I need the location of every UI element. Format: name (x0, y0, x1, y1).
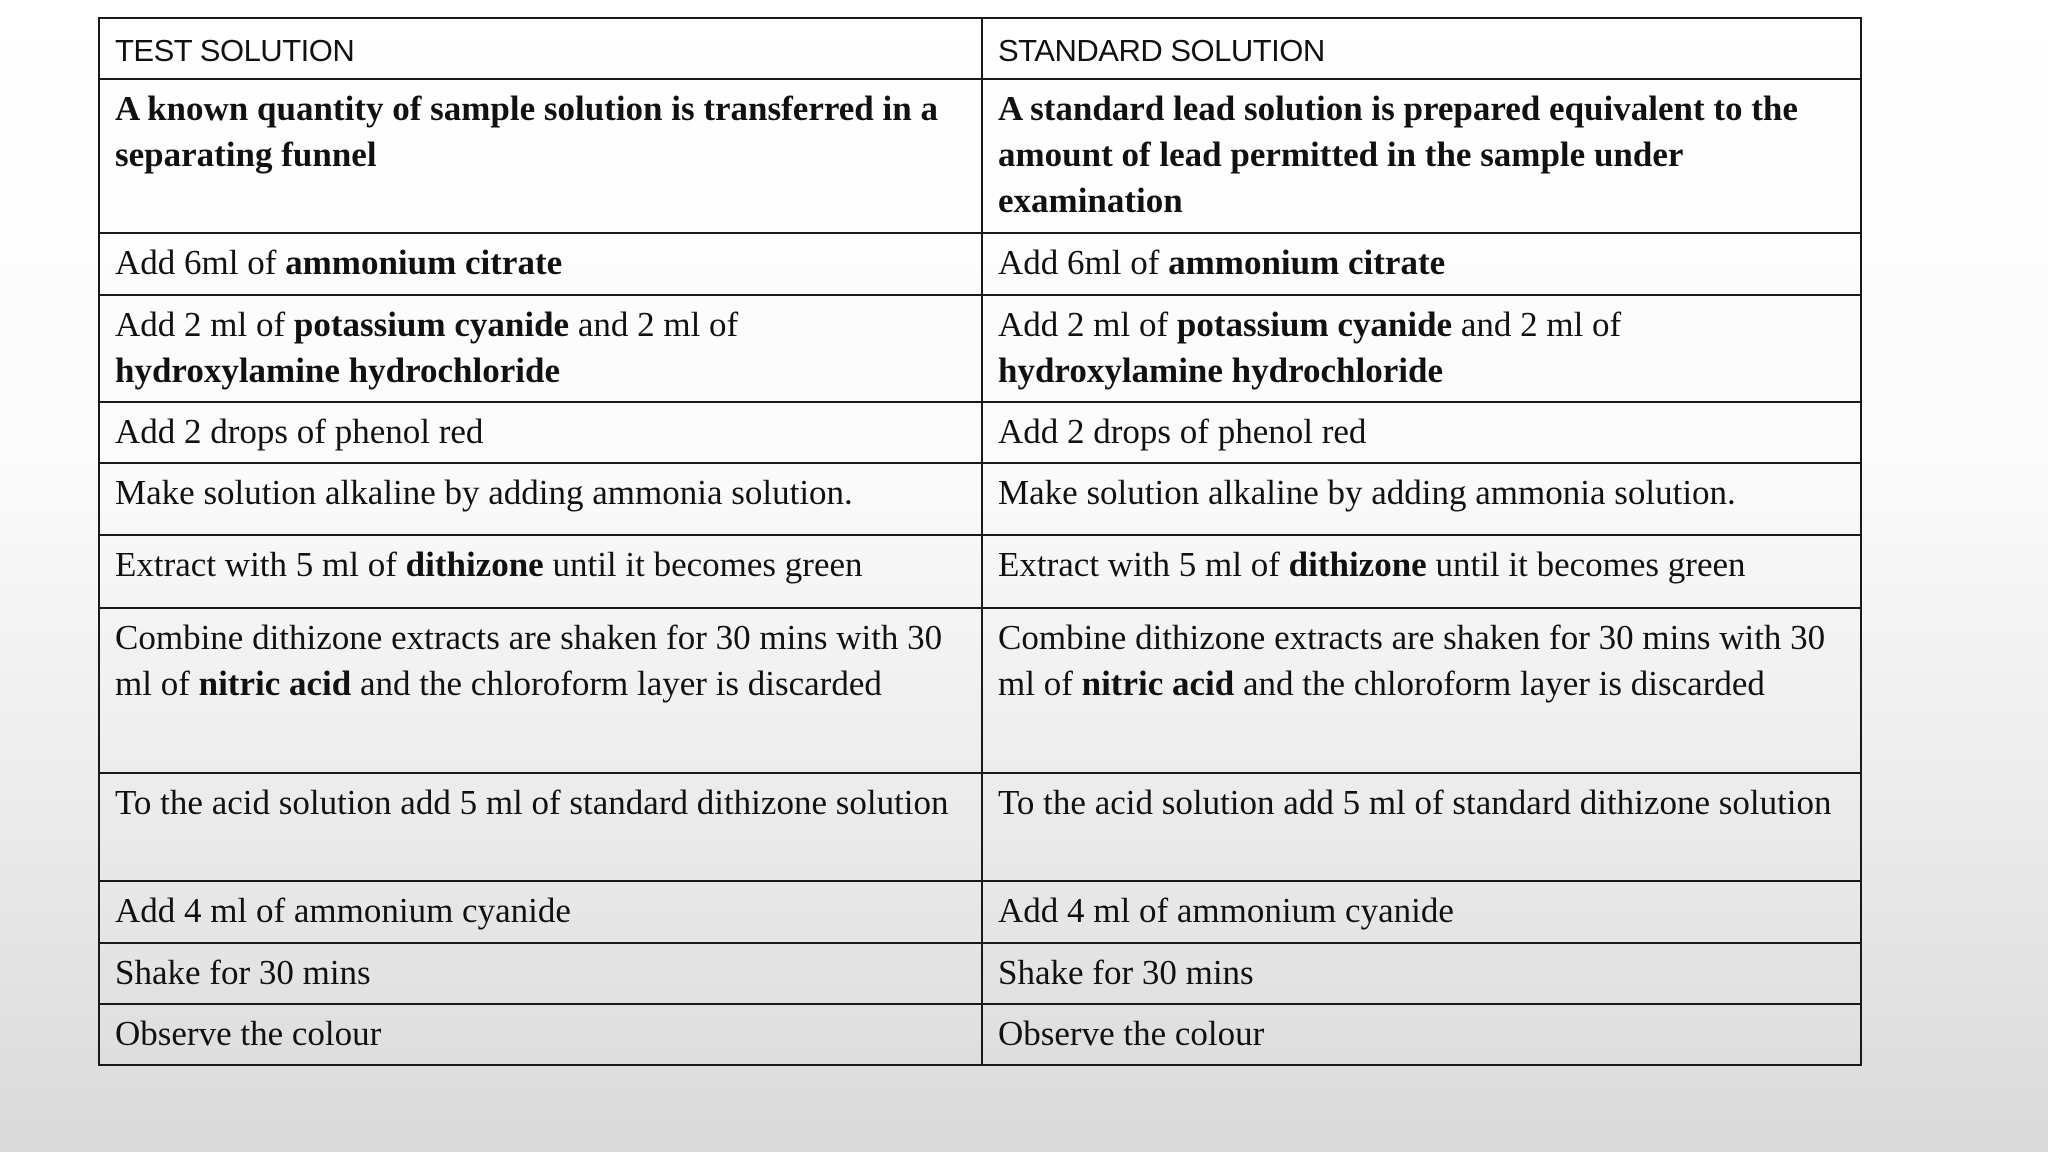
text: Add 6ml of (115, 243, 286, 282)
text: Shake for 30 mins (115, 953, 371, 992)
test-solution-step (99, 608, 982, 773)
bold-text: potassium cyanide (1176, 305, 1453, 344)
table-row (99, 535, 1861, 608)
bold-text: nitric acid (1081, 664, 1235, 703)
text: Combine dithizone extracts are shaken for 30 mins with 30 ml of (115, 618, 943, 703)
test-solution-step (99, 773, 982, 881)
test-solution-step (99, 1004, 982, 1065)
standard-solution-step (982, 402, 1861, 463)
text: and the chloroform layer is discarded (1234, 664, 1765, 703)
standard-solution-step (982, 535, 1861, 608)
text: To the acid solution add 5 ml of standard dithizone solution (998, 783, 1832, 822)
standard-solution-step (982, 773, 1861, 881)
text: Add 2 drops of phenol red (998, 412, 1367, 451)
standard-solution-step (982, 943, 1861, 1004)
text: Observe the colour (115, 1014, 382, 1053)
text: Add 4 ml of ammonium cyanide (115, 891, 571, 930)
text: Shake for 30 mins (998, 953, 1254, 992)
table-row (99, 402, 1861, 463)
table-row (99, 881, 1861, 943)
table-row (99, 79, 1861, 233)
table-row (99, 295, 1861, 402)
table-row (99, 608, 1861, 773)
table-row (99, 773, 1861, 881)
table-body (99, 18, 1861, 1065)
header-test-solution: TEST SOLUTION (99, 18, 982, 79)
bold-text: dithizone (405, 545, 544, 584)
test-solution-step (99, 943, 982, 1004)
table-row (99, 233, 1861, 295)
text: Combine dithizone extracts are shaken for 30 mins with 30 ml of (998, 618, 1826, 703)
text: Make solution alkaline by adding ammonia solution. (115, 473, 853, 512)
bold-text: dithizone (1288, 545, 1427, 584)
test-solution-step (99, 463, 982, 535)
text: and 2 ml of (1452, 305, 1622, 344)
header-standard-solution: STANDARD SOLUTION (982, 18, 1861, 79)
standard-solution-step (982, 608, 1861, 773)
test-solution-step (99, 295, 982, 402)
bold-text: ammonium citrate (1168, 243, 1446, 282)
standard-solution-step (982, 233, 1861, 295)
text: Add 2 ml of (998, 305, 1177, 344)
table-row (99, 1004, 1861, 1065)
text: and 2 ml of (569, 305, 739, 344)
test-solution-step (99, 233, 982, 295)
text: Add 4 ml of ammonium cyanide (998, 891, 1454, 930)
text: To the acid solution add 5 ml of standard dithizone solution (115, 783, 949, 822)
table-row (99, 943, 1861, 1004)
bold-text: hydroxylamine hydrochloride (998, 351, 1444, 390)
test-solution-step (99, 535, 982, 608)
text: Add 6ml of (998, 243, 1169, 282)
standard-solution-step (982, 463, 1861, 535)
text: Add 2 ml of (115, 305, 294, 344)
test-solution-step (99, 881, 982, 943)
test-solution-step (99, 79, 982, 233)
bold-text: hydroxylamine hydrochloride (115, 351, 561, 390)
standard-solution-step (982, 1004, 1861, 1065)
text: Add 2 drops of phenol red (115, 412, 484, 451)
test-solution-step (99, 402, 982, 463)
text: and the chloroform layer is discarded (351, 664, 882, 703)
text: until it becomes green (543, 545, 863, 584)
text: Make solution alkaline by adding ammonia solution. (998, 473, 1736, 512)
text: Observe the colour (998, 1014, 1265, 1053)
standard-solution-step (982, 295, 1861, 402)
bold-text: nitric acid (198, 664, 352, 703)
procedure-comparison-table (98, 17, 1862, 1066)
text: until it becomes green (1426, 545, 1746, 584)
bold-text: A known quantity of sample solution is transferred in a separating funnel (115, 89, 938, 174)
standard-solution-step (982, 79, 1861, 233)
text: Extract with 5 ml of (115, 545, 406, 584)
text: Extract with 5 ml of (998, 545, 1289, 584)
bold-text: potassium cyanide (293, 305, 570, 344)
table-header-row (99, 18, 1861, 79)
bold-text: A standard lead solution is prepared equivalent to the amount of lead permitted in the sample under examination (998, 89, 1798, 220)
bold-text: ammonium citrate (285, 243, 563, 282)
table-row (99, 463, 1861, 535)
standard-solution-step (982, 881, 1861, 943)
